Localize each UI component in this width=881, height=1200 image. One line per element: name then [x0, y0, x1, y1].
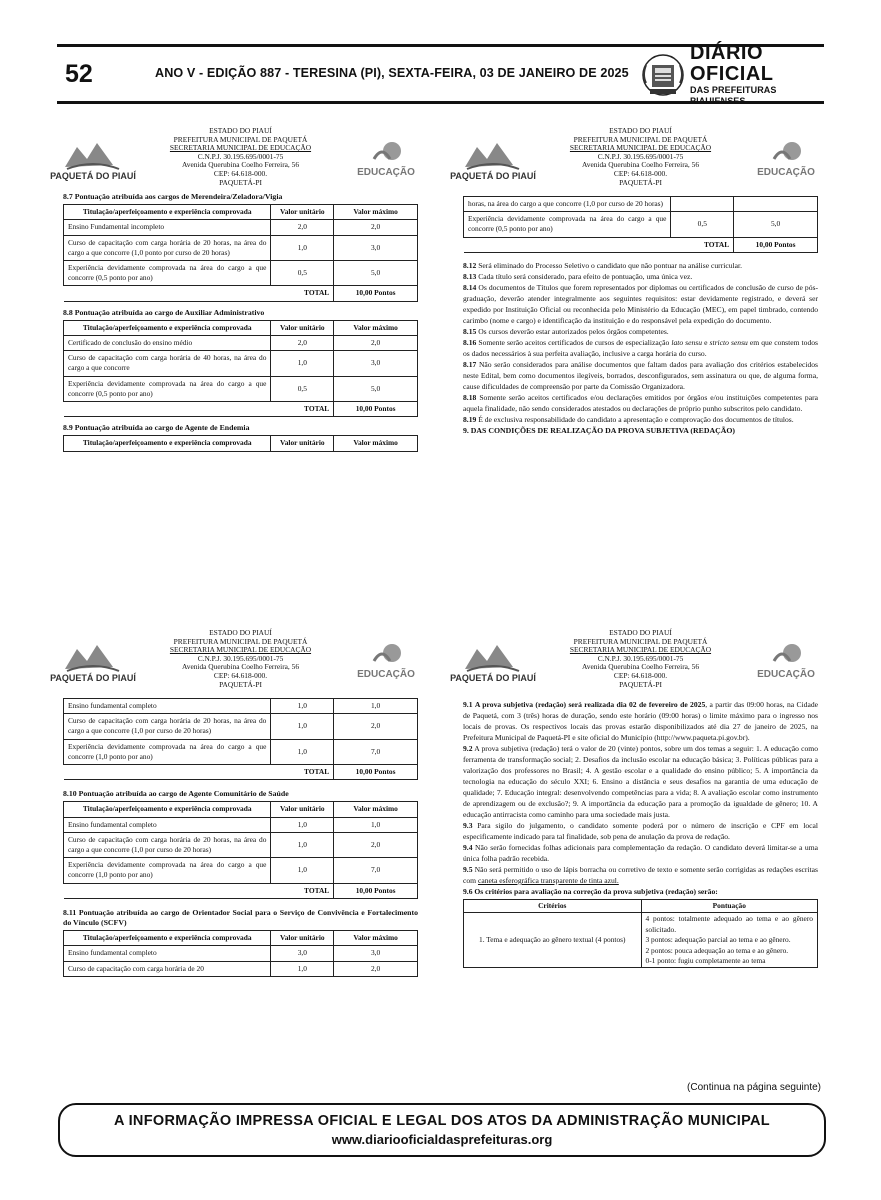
lh-city: PAQUETÁ-PI: [619, 679, 662, 689]
paragraph-8-12: 8.12 Será eliminado do Processo Seletivo o candidato que não pontuar na análise curricular.: [463, 260, 743, 270]
col-header: Titulação/aperfeiçoamento e experiência comprovada: [64, 320, 271, 335]
letterhead: [50, 125, 418, 191]
table-row: 1. Tema e adequação ao gênero textual (4 pontos) 4 pontos: totalmente adequado ao tema e ao gênero solicitado. 3 pontos: adequação parcial ao tema e ao gênero. 2 pontos: pouca adequação ao tema e ao gênero. 0-1 ponto: fugiu completamente ao tema: [464, 913, 818, 968]
score-table-8-9: [63, 435, 418, 451]
table-row: Curso de capacitação com carga horária de 20 horas, na área do cargo a que concorre (1,0 por curso de 20 horas) 1,0 2,0: [64, 714, 418, 739]
table-row: Experiência devidamente comprovada na área do cargo a que concorre (0,5 ponto por ano) 0,5 5,0: [64, 261, 418, 286]
panel-top-left: [50, 125, 418, 452]
state-seal-icon: [640, 53, 686, 97]
paragraph-9-4: 9.4 Não serão fornecidas folhas adicionais para complementação da redação. O candidato deverá limitar-se a uma única folha padrão recebida.: [463, 843, 819, 863]
lh-address: Avenida Querubina Coelho Ferreira, 56: [181, 662, 300, 672]
paragraph-9-5: 9.5 Não será permitido o uso de lápis borracha ou corretivo de texto e somente serão corrigidas as redações escritas com caneta esferográfica transparente de tinta azul.: [463, 865, 818, 885]
lh-secretaria: SECRETARIA MUNICIPAL DE EDUCAÇÃO: [169, 645, 312, 655]
lh-cnpj: C.N.P.J. 30.195.695/0001-75: [197, 653, 284, 663]
lh-address: Avenida Querubina Coelho Ferreira, 56: [581, 160, 700, 170]
section-title: 8.9 Pontuação atribuída ao cargo de Agente de Endemia: [63, 423, 250, 433]
paragraph-8-13: 8.13 Cada título será considerado, para efeito de pontuação, uma única vez.: [463, 271, 693, 281]
svg-text:EDUCAÇÃO: EDUCAÇÃO: [357, 669, 415, 680]
section-title: 8.10 Pontuação atribuída ao cargo de Agente Comunitário de Saúde: [63, 789, 289, 799]
lh-cnpj: C.N.P.J. 30.195.695/0001-75: [597, 653, 684, 663]
table-row: Certificado de conclusão do ensino médio 2,0 2,0: [64, 336, 418, 351]
score-table-8-10: [63, 801, 418, 898]
edition-line: ANO V - EDIÇÃO 887 - TERESINA (PI), SEXTA-FEIRA, 03 DE JANEIRO DE 2025: [155, 66, 629, 80]
lh-city: PAQUETÁ-PI: [219, 177, 262, 187]
col-header: Valor máximo: [334, 436, 418, 451]
lh-state: ESTADO DO PIAUÍ: [209, 126, 272, 135]
col-header: Titulação/aperfeiçoamento e experiência comprovada: [64, 802, 271, 817]
col-header: Valor unitário: [271, 205, 334, 220]
lh-cep: CEP: 64.618-000.: [613, 670, 668, 680]
lh-cep: CEP: 64.618-000.: [613, 168, 668, 178]
svg-text:EDUCAÇÃO: EDUCAÇÃO: [757, 669, 815, 680]
criteria-table: [463, 899, 818, 968]
table-row: Curso de capacitação com carga horária de 20 horas, na área do cargo a que concorre (1,0 ponto por curso de 20 horas) 1,0 3,0: [64, 235, 418, 260]
paragraph-8-19: 8.19 É de exclusiva responsabilidade do candidato a apresentação e comprovação dos documentos de títulos.: [463, 414, 794, 424]
col-header: Valor unitário: [271, 931, 334, 946]
section-title: 8.7 Pontuação atribuída aos cargos de Merendeira/Zeladora/Vigia: [63, 192, 283, 201]
lh-address: Avenida Querubina Coelho Ferreira, 56: [181, 160, 300, 170]
footer-website-link[interactable]: www.diariooficialdasprefeituras.org: [331, 1132, 553, 1147]
lh-city: PAQUETÁ-PI: [219, 679, 262, 689]
footer-banner: [58, 1103, 826, 1157]
total-row: TOTAL 10,00 Pontos: [64, 765, 418, 780]
section-heading-9: 9. DAS CONDIÇÕES DE REALIZAÇÃO DA PROVA SUBJETIVA (REDAÇÃO): [463, 425, 735, 435]
lh-prefeitura: PREFEITURA MUNICIPAL DE PAQUETÁ: [573, 134, 708, 144]
lh-address: Avenida Querubina Coelho Ferreira, 56: [581, 662, 700, 672]
logo-subtitle: DAS PREFEITURAS: [690, 85, 777, 95]
table-row: Experiência devidamente comprovada na área do cargo a que concorre (1,0 ponto por ano) 1,0 7,0: [64, 858, 418, 883]
diario-oficial-logo: [640, 42, 822, 98]
lh-secretaria: SECRETARIA MUNICIPAL DE EDUCAÇÃO: [569, 143, 712, 153]
score-table-8-7: [63, 204, 418, 301]
svg-text:PAQUETÁ DO PIAUÍ: PAQUETÁ DO PIAUÍ: [450, 673, 536, 683]
table-row: Ensino fundamental completo 1,0 1,0: [64, 699, 418, 714]
table-row: Curso de capacitação com carga horária de 20 horas, na área do cargo a que concorre (1,0 por curso de 20 horas) 1,0 2,0: [64, 832, 418, 857]
col-header: Valor unitário: [271, 436, 334, 451]
col-header: Pontuação: [641, 900, 817, 913]
col-header: Valor máximo: [334, 205, 418, 220]
paqueta-logo-icon: [450, 639, 536, 689]
paqueta-logo-icon: [50, 639, 136, 689]
paragraph-9-2: 9.2 A prova subjetiva (redação) terá o valor de 20 (vinte) pontos, sobre um dos temas a seguir: 1. A educação como ferramenta de transformação social; 2. Desafios da inclusão escolar na educação básica; 3. Políticas públicas para a valorização dos professores no Brasil; 4. A gestão escolar e a qualidade do ensino público; 5. A importância da tecnologia na educação do século XXI; 6. Ensino a distância e seus desafios na garantia de uma educação de qualidade; 7. Educação integral: desenvolvendo competências para a vida; 8. A avaliação escolar como instrumento de aprendizagem ou de exclusão?; 9. A importância da educação para a promoção da igualdade de gênero; 10. A educação antirracista como caminho para uma sociedade mais justa.: [463, 744, 818, 819]
svg-text:PAQUETÁ DO PIAUÍ: PAQUETÁ DO PIAUÍ: [50, 171, 136, 181]
page-number: 52: [65, 60, 93, 88]
score-table-8-9-continued: [463, 196, 818, 253]
lh-cep: CEP: 64.618-000.: [213, 168, 268, 178]
paqueta-logo-icon: [50, 137, 136, 187]
total-row: TOTAL 10,00 Pontos: [64, 883, 418, 898]
table-row: Ensino fundamental completo 1,0 1,0: [64, 817, 418, 832]
table-row: Experiência devidamente comprovada na área do cargo a que concorre (1,0 ponto por ano) 1,0 7,0: [64, 739, 418, 764]
paragraph-8-17: 8.17 Não serão considerados para análise documentos que faltam dados para avaliação dos critérios estabelecidos neste Edital, bem como documentos ilegíveis, borrados, desconfigurados, sem assinatura ou que, de alguma forma, cause dificuldades de compreensão por parte da Comissão Organizadora.: [463, 359, 818, 391]
paragraph-9-3: 9.3 Para sigilo do julgamento, o candidato somente poderá por o número de inscrição e CPF em local especificamente indicado para tal finalidade, sob pena de anulação da prova de redação.: [463, 821, 818, 841]
section-title: 8.8 Pontuação atribuída ao cargo de Auxiliar Administrativo: [63, 307, 265, 317]
lh-cnpj: C.N.P.J. 30.195.695/0001-75: [197, 151, 284, 161]
educacao-logo-icon: [354, 639, 418, 689]
col-header: Titulação/aperfeiçoamento e experiência comprovada: [64, 205, 271, 220]
lh-prefeitura: PREFEITURA MUNICIPAL DE PAQUETÁ: [173, 636, 308, 646]
total-row: TOTAL 10,00 Pontos: [64, 402, 418, 417]
lh-cep: CEP: 64.618-000.: [213, 670, 268, 680]
logo-title: DIÁRIO OFICIAL: [690, 42, 774, 85]
educacao-logo-icon: [754, 137, 818, 187]
table-row: Ensino fundamental completo 3,0 3,0: [64, 946, 418, 961]
educacao-logo-icon: [754, 639, 818, 689]
paragraph-8-16: 8.16 Somente serão aceitos certificados de cursos de especialização lato sensu e stricto sensu em que constem todos os dados necessários à sua perfeita avaliação, inclusive a carga horária do curso.: [463, 337, 818, 358]
col-header: Valor máximo: [334, 931, 418, 946]
score-table-8-9-continued: [63, 698, 418, 780]
lh-prefeitura: PREFEITURA MUNICIPAL DE PAQUETÁ: [573, 636, 708, 646]
panel-bottom-right: [450, 627, 819, 968]
total-row: TOTAL 10,00 Pontos: [64, 286, 418, 301]
col-header: Valor unitário: [271, 320, 334, 335]
col-header: Critérios: [464, 900, 642, 913]
table-row: Curso de capacitação com carga horária de 40 horas, na área do cargo a que concorre 1,0 3,0: [64, 351, 418, 376]
paragraph-8-15: 8.15 Os cursos deverão estar autorizados pelos órgãos competentes.: [463, 326, 669, 336]
letterhead: [450, 627, 818, 693]
score-table-8-8: [63, 320, 418, 417]
svg-text:PAQUETÁ DO PIAUÍ: PAQUETÁ DO PIAUÍ: [50, 673, 136, 683]
paragraph-8-18: 8.18 Somente serão aceitos certificados e/ou declarações emitidos por órgãos e/ou instituições competentes para aquela finalidade, não sendo considerados atestados ou declarações de próprio punho subscritos pelo candidato.: [463, 392, 819, 413]
col-header: Titulação/aperfeiçoamento e experiência comprovada: [64, 931, 271, 946]
panel-bottom-left: [50, 627, 418, 977]
table-row: Ensino Fundamental incompleto 2,0 2,0: [64, 220, 418, 235]
lh-state: ESTADO DO PIAUÍ: [609, 628, 672, 637]
table-row: Curso de capacitação com carga horária de 20 1,0 2,0: [64, 961, 418, 976]
header-bottom-rule: [57, 101, 824, 104]
letterhead: [50, 627, 418, 693]
panel-top-right: [450, 125, 819, 436]
col-header: Valor máximo: [334, 320, 418, 335]
lh-state: ESTADO DO PIAUÍ: [609, 126, 672, 135]
lh-secretaria: SECRETARIA MUNICIPAL DE EDUCAÇÃO: [569, 645, 712, 655]
col-header: Valor máximo: [334, 802, 418, 817]
svg-text:EDUCAÇÃO: EDUCAÇÃO: [357, 167, 415, 178]
paragraph-9-1: 9.1 A prova subjetiva (redação) será realizada dia 02 de fevereiro de 2025, a partir das 09:00 horas, na Cidade de Paquetá, com 3 (três) horas de duração, sendo este horário (09:00 horas) o limite máximo para o ingresso nos locais de provas. Os respectivos locais das provas estarão disponibilizados até dia 27 de janeiro de 2025, na Prefeitura Municipal de Paquetá-PI e site oficial do Município (http://www.paqueta.pi.gov.br).: [463, 700, 818, 742]
lh-prefeitura: PREFEITURA MUNICIPAL DE PAQUETÁ: [173, 134, 308, 144]
total-row: TOTAL 10,00 Pontos: [464, 237, 818, 252]
lh-city: PAQUETÁ-PI: [619, 177, 662, 187]
table-row: horas, na área do cargo a que concorre (1,0 por curso de 20 horas): [464, 197, 818, 212]
lh-state: ESTADO DO PIAUÍ: [209, 628, 272, 637]
lh-secretaria: SECRETARIA MUNICIPAL DE EDUCAÇÃO: [169, 143, 312, 153]
svg-text:PAQUETÁ DO PIAUÍ: PAQUETÁ DO PIAUÍ: [450, 171, 536, 181]
col-header: Titulação/aperfeiçoamento e experiência comprovada: [64, 436, 271, 451]
table-row: Experiência devidamente comprovada na área do cargo a que concorre (0,5 ponto por ano) 0,5 5,0: [464, 212, 818, 237]
letterhead: [450, 125, 818, 191]
svg-text:EDUCAÇÃO: EDUCAÇÃO: [757, 167, 815, 178]
lh-cnpj: C.N.P.J. 30.195.695/0001-75: [597, 151, 684, 161]
table-row: Experiência devidamente comprovada na área do cargo a que concorre (0,5 ponto por ano) 0,5 5,0: [64, 376, 418, 401]
paragraph-8-14: 8.14 Os documentos de Títulos que forem representados por diplomas ou certificados de conclusão de curso de pós-graduação, deverão atender integralmente aos seguintes requisitos: estar devidamente registrado, e deverá ser expedido por Instituição Oficial ou reconhecida pelo Ministério da Educação (MEC), em papel timbrado, contendo carimbo (nome e cargo) e identificação da instituição e do responsável pela expedição do documento.: [463, 282, 818, 325]
paragraph-9-6: 9.6 Os critérios para avaliação na correção da prova subjetiva (redação) serão:: [463, 887, 718, 896]
continued-note: (Continua na página seguinte): [687, 1082, 821, 1093]
section-title: 8.11 Pontuação atribuída ao cargo de Orientador Social para o Serviço de Convivência e Fortalecimento do Vínculo (SCFV): [63, 907, 418, 928]
paqueta-logo-icon: [450, 137, 536, 187]
footer-tagline: A INFORMAÇÃO IMPRESSA OFICIAL E LEGAL DOS ATOS DA ADMINISTRAÇÃO MUNICIPAL: [114, 1113, 770, 1129]
educacao-logo-icon: [354, 137, 418, 187]
score-table-8-11: [63, 930, 418, 977]
col-header: Valor unitário: [271, 802, 334, 817]
